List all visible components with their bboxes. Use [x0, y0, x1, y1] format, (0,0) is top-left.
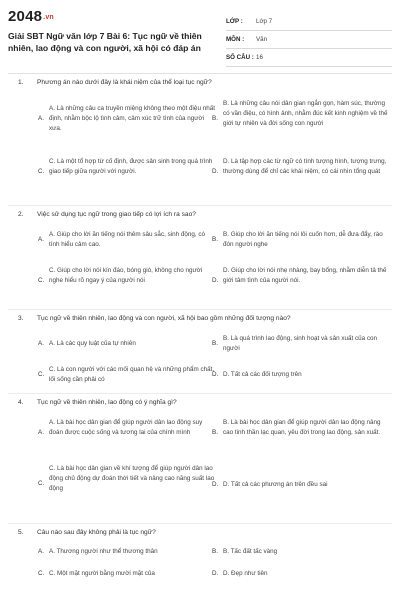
meta-row-class — [226, 13, 392, 31]
option-text: A. Giúp cho lời ăn tiếng nói thêm sâu sắc, sinh động, có tính hiểu cảm cao. — [49, 231, 206, 248]
question-number: 3. — [18, 315, 24, 322]
meta-value: Văn — [256, 36, 268, 43]
option-text: A. Là những câu ca truyền miệng không theo một điệu nhất định, nhằm bộc lộ tình cảm, cảm xúc trữ tình của người xưa. — [49, 105, 215, 132]
option-letter: A. — [38, 548, 44, 555]
option-text: C. Là con người với các mối quan hệ và những phẩm chất, lối sống cần phải có — [49, 366, 215, 383]
meta-table — [226, 13, 392, 67]
option-letter: D. — [212, 168, 219, 175]
option-letter: D. — [212, 481, 219, 488]
option-text: D. Giúp cho lời nói nhẹ nhàng, bay bổng, nhằm diễn tả thế giới tâm tình của người nói. — [223, 267, 387, 284]
question-text: Phương án nào dưới đây là khái niệm của thể loại tục ngữ? — [37, 79, 212, 86]
option-text: B. Là bài học dân gian để giúp người dân lao động nâng cao tinh thần lạc quan, yêu đời trong lao động, sản xuất. — [223, 419, 381, 436]
option-letter: D. — [212, 277, 219, 284]
option-letter: B. — [212, 340, 218, 347]
logo-text: 2048 — [8, 8, 43, 25]
meta-value: Lớp 7 — [256, 18, 273, 25]
option-text: B. Là quá trình lao động, sinh hoạt và sản xuất của con người — [223, 335, 378, 352]
question-number: 1. — [18, 79, 24, 86]
question-divider — [8, 309, 392, 310]
question-line — [0, 208, 400, 222]
option-letter: C. — [38, 480, 45, 487]
option-text: D. Tất cả các đối tượng trên — [223, 371, 302, 378]
meta-value: 16 — [256, 54, 263, 61]
question-number: 4. — [18, 399, 24, 406]
question-1 — [0, 76, 400, 208]
option-letter: A. — [38, 115, 44, 122]
option-letter: A. — [38, 340, 44, 347]
document-title: Giải SBT Ngữ văn lớp 7 Bài 6: Tục ngữ về thiên nhiên, lao động và con người, xã hội có đáp án — [8, 31, 202, 53]
option-text: C. Một mặt người bằng mười mặt của — [49, 570, 155, 577]
meta-row-count — [226, 49, 392, 67]
option-letter: D. — [212, 371, 219, 378]
header-divider — [8, 73, 392, 74]
option-letter: B. — [212, 236, 218, 243]
meta-key: LỚP : — [226, 18, 243, 25]
question-3 — [0, 312, 400, 396]
option-letter: D. — [212, 570, 219, 577]
question-divider — [8, 205, 392, 206]
option-text: C. Giúp cho lời nói kín đáo, bóng gió, không cho người nghe hiểu rõ ngay ý của người nói — [49, 267, 203, 284]
option-text: A. Là các quy luật của tự nhiên — [49, 340, 136, 347]
question-number: 5. — [18, 529, 24, 536]
option-text: C. Là bài học dân gian về khí tượng để giúp người dân lao động chủ động dự đoán thời tiết và nâng cao năng suất lao động — [49, 465, 215, 492]
question-line — [0, 526, 400, 540]
option-letter: C. — [38, 168, 45, 175]
option-text: C. Là một tổ hợp từ cố định, được sản sinh trong quá trình giao tiếp giữa người với người. — [49, 158, 213, 175]
logo-suffix: .vn — [43, 14, 54, 21]
option-letter: C. — [38, 277, 45, 284]
option-letter: B. — [212, 548, 218, 555]
question-text: Tục ngữ về thiên nhiên, lao động có ý nghĩa gì? — [37, 399, 177, 406]
option-letter: A. — [38, 236, 44, 243]
question-text: Tục ngữ về thiên nhiên, lao động và con người, xã hội bao gồm những đối tượng nào? — [37, 315, 291, 322]
question-line — [0, 312, 400, 326]
question-text: Việc sử dụng tục ngữ trong giao tiếp có lợi ích ra sao? — [37, 211, 196, 218]
site-logo[interactable] — [8, 8, 54, 25]
question-2 — [0, 208, 400, 312]
question-divider — [8, 523, 392, 524]
option-letter: B. — [212, 115, 218, 122]
question-4 — [0, 396, 400, 526]
option-letter: B. — [212, 429, 218, 436]
option-text: B. Tấc đất tấc vàng — [223, 548, 278, 555]
option-text: A. Thương người như thể thương thân — [49, 548, 158, 555]
question-line — [0, 396, 400, 410]
question-divider — [8, 393, 392, 394]
header — [0, 0, 400, 75]
question-5 — [0, 526, 400, 600]
option-letter: A. — [38, 429, 44, 436]
option-text: B. Là những câu nói dân gian ngắn gọn, hàm súc, thường có vần điệu, có hình ảnh, nhằm đúc kết kinh nghiệm về thế giới tự nhiên và đời sống con người — [223, 100, 388, 127]
option-text: D. Là tập hợp các từ ngữ có tính tượng hình, tượng trưng, thường dùng để chỉ các khái niệm, có cái nhìn tổng quát — [223, 158, 387, 175]
option-letter: C. — [38, 371, 45, 378]
option-letter: C. — [38, 570, 45, 577]
option-text: A. Là bài học dân gian để giúp người dân lao động suy đoán được cuộc sống và tương lai của chính mình — [49, 419, 203, 436]
question-text: Câu nào sau đây không phải là tục ngữ? — [37, 529, 156, 536]
meta-key: MÔN : — [226, 36, 245, 43]
question-line — [0, 76, 400, 90]
option-text: D. Đẹp như tiên — [223, 570, 268, 577]
question-number: 2. — [18, 211, 24, 218]
meta-row-subject — [226, 31, 392, 49]
option-text: B. Giúp cho lời ăn tiếng nói lôi cuốn hơn, dễ đưa đẩy, rào đón người nghe — [223, 231, 383, 248]
option-text: D. Tất cả các phương án trên đều sai — [223, 481, 328, 488]
meta-key: SỐ CÂU : — [226, 54, 254, 61]
